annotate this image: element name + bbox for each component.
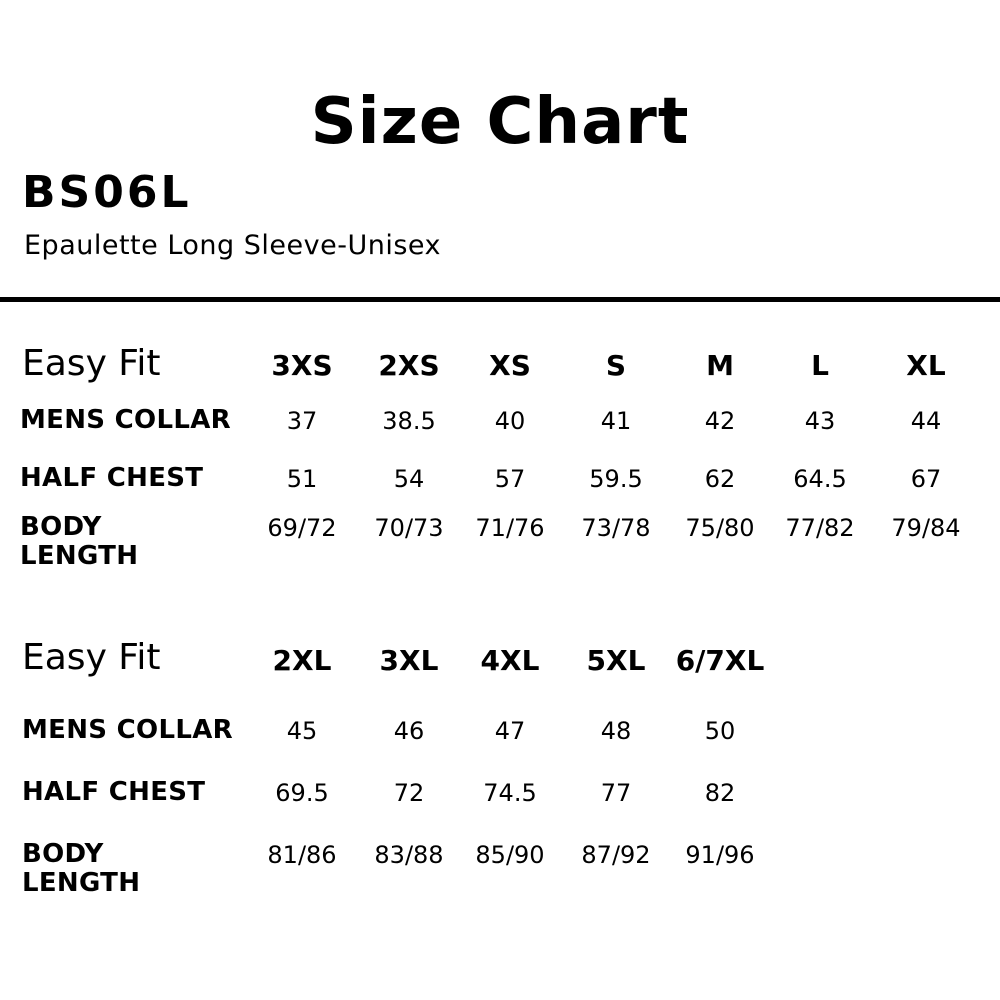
fit-label: Easy Fit — [22, 343, 161, 384]
table-cell: 40 — [494, 407, 526, 435]
size-header: 2XS — [378, 349, 440, 382]
table-cell: 83/88 — [374, 841, 444, 869]
table-cell: 45 — [286, 717, 318, 745]
table-cell: 37 — [286, 407, 318, 435]
table-cell: 42 — [704, 407, 736, 435]
size-header: 5XL — [586, 644, 646, 677]
table-cell: 64.5 — [793, 465, 847, 493]
row-label: HALF CHEST — [22, 777, 206, 807]
table-cell: 51 — [286, 465, 318, 493]
size-header: XS — [489, 349, 531, 382]
table-cell: 69.5 — [275, 779, 329, 807]
table-cell: 38.5 — [382, 407, 436, 435]
table-cell: 47 — [494, 717, 526, 745]
size-header: 6/7XL — [675, 644, 765, 677]
table-cell: 71/76 — [475, 514, 545, 542]
table-cell: 87/92 — [581, 841, 651, 869]
page-title: Size Chart — [310, 85, 690, 159]
table-cell: 57 — [494, 465, 526, 493]
table-cell: 59.5 — [589, 465, 643, 493]
table-cell: 73/78 — [581, 514, 651, 542]
size-header: 2XL — [272, 644, 332, 677]
size-header: S — [605, 349, 627, 382]
product-name: Epaulette Long Sleeve-Unisex — [24, 230, 442, 261]
table-cell: 77/82 — [785, 514, 855, 542]
table-cell: 50 — [704, 717, 736, 745]
table-cell: 67 — [910, 465, 942, 493]
table-cell: 74.5 — [483, 779, 537, 807]
fit-label: Easy Fit — [22, 637, 161, 678]
table-cell: 82 — [704, 779, 736, 807]
size-header: L — [811, 349, 829, 382]
row-label: MENS COLLAR — [22, 715, 233, 745]
size-header: 4XL — [480, 644, 540, 677]
table-cell: 62 — [704, 465, 736, 493]
table-cell: 46 — [393, 717, 425, 745]
size-header: M — [706, 349, 734, 382]
table-cell: 43 — [804, 407, 836, 435]
row-label: HALF CHEST — [20, 463, 204, 493]
row-label: MENS COLLAR — [20, 405, 231, 435]
table-cell: 44 — [910, 407, 942, 435]
table-cell: 72 — [393, 779, 425, 807]
row-label: BODY LENGTH — [22, 839, 141, 898]
table-cell: 70/73 — [374, 514, 444, 542]
table-cell: 54 — [393, 465, 425, 493]
size-header: 3XS — [271, 349, 333, 382]
table-cell: 69/72 — [267, 514, 337, 542]
row-label: BODY LENGTH — [20, 512, 139, 571]
table-cell: 91/96 — [685, 841, 755, 869]
table-cell: 79/84 — [891, 514, 961, 542]
divider — [0, 297, 1000, 302]
table-cell: 41 — [600, 407, 632, 435]
table-cell: 48 — [600, 717, 632, 745]
table-cell: 81/86 — [267, 841, 337, 869]
table-cell: 75/80 — [685, 514, 755, 542]
table-cell: 85/90 — [475, 841, 545, 869]
product-code: BS06L — [22, 167, 192, 218]
size-header: XL — [906, 349, 946, 382]
table-cell: 77 — [600, 779, 632, 807]
size-header: 3XL — [379, 644, 439, 677]
